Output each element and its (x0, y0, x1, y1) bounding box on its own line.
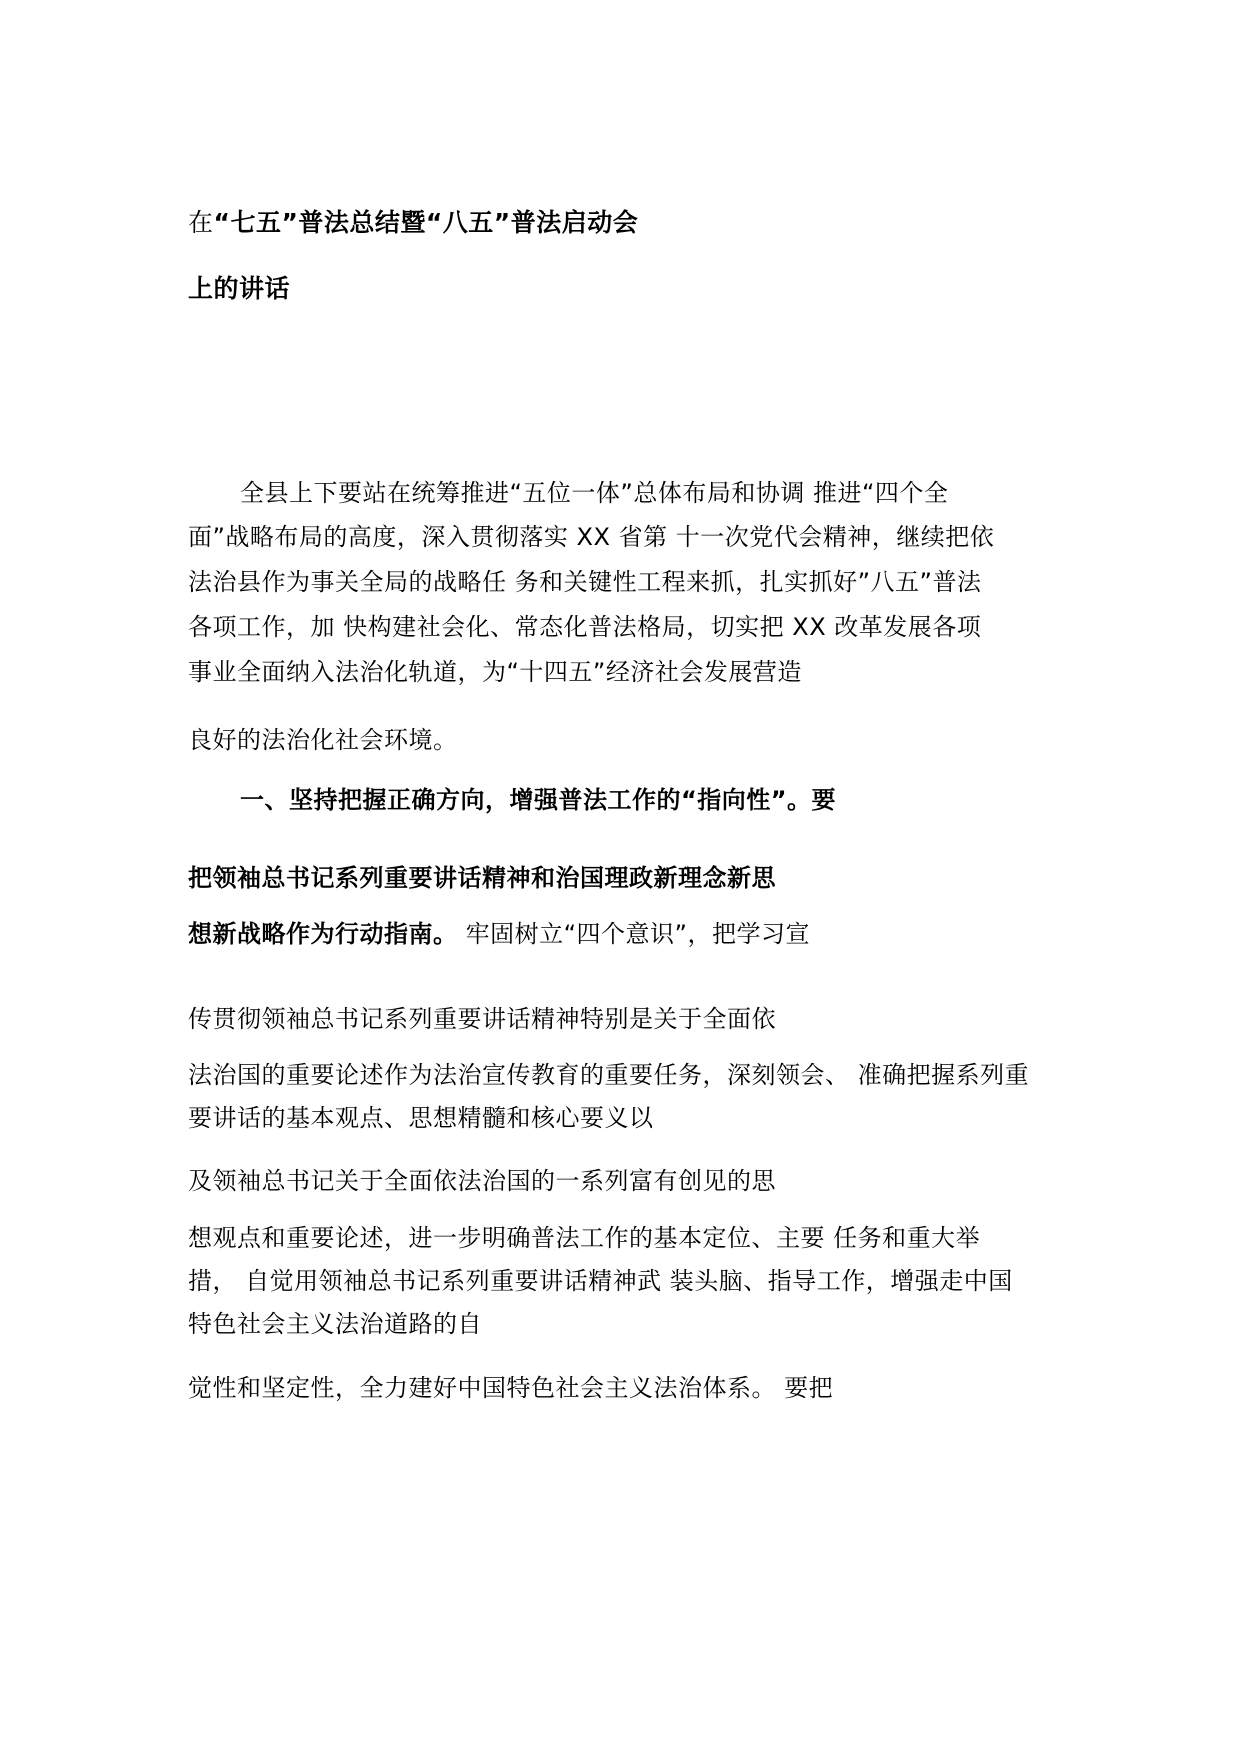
document-title-line-2: 上的讲话 (188, 274, 291, 303)
paragraph-line: 要讲话的基本观点、思想精髓和核心要义以 (188, 1104, 654, 1132)
section-heading-end: 想新战略作为行动指南。 (188, 920, 458, 948)
document-title-line-1 (188, 208, 638, 238)
paragraph-line: 及领袖总书记关于全面依法治国的一系列富有创见的思 (188, 1167, 776, 1195)
title-prefix: 在 (188, 208, 214, 237)
paragraph-text: 牢固树立“四个意识”，把学习宣 (457, 920, 810, 948)
paragraph-line: 特色社会主义法治道路的自 (188, 1310, 482, 1338)
paragraph-line: 面”战略布局的高度，深入贯彻落实 XX 省第 十一次党代会精神，继续把依 (188, 523, 995, 551)
paragraph-line: 法治县作为事关全局的战略任 务和关键性工程来抓，扎实抓好”八五”普法 (188, 568, 982, 596)
title-text: “七五”普法总结暨“八五”普法启动会 (213, 208, 639, 237)
paragraph-line: 觉性和坚定性，全力建好中国特色社会主义法治体系。 要把 (188, 1374, 834, 1402)
paragraph-line: 传贯彻领袖总书记系列重要讲话精神特别是关于全面依 (188, 1005, 776, 1033)
paragraph-line: 各项工作，加 快构建社会化、常态化普法格局，切实把 XX 改革发展各项 (188, 613, 982, 641)
paragraph-line: 措， 自觉用领袖总书记系列重要讲话精神武 装头脑、指导工作，增强走中国 (188, 1267, 1013, 1295)
paragraph-line: 事业全面纳入法治化轨道，为“十四五”经济社会发展营造 (188, 658, 802, 686)
section-heading-line: 把领袖总书记系列重要讲话精神和治国理政新理念新思 (188, 864, 776, 892)
paragraph-line: 良好的法治化社会环境。 (188, 726, 458, 754)
paragraph-line: 全县上下要站在统筹推进“五位一体”总体布局和协调 推进“四个全 (240, 479, 949, 507)
paragraph-line: 想观点和重要论述，进一步明确普法工作的基本定位、主要 任务和重大举 (188, 1224, 981, 1252)
mixed-line (188, 919, 810, 949)
paragraph-line: 法治国的重要论述作为法治宣传教育的重要任务，深刻领会、 准确把握系列重 (188, 1061, 1030, 1089)
section-heading-line: 一、坚持把握正确方向，增强普法工作的“指向性”。要 (240, 786, 837, 814)
